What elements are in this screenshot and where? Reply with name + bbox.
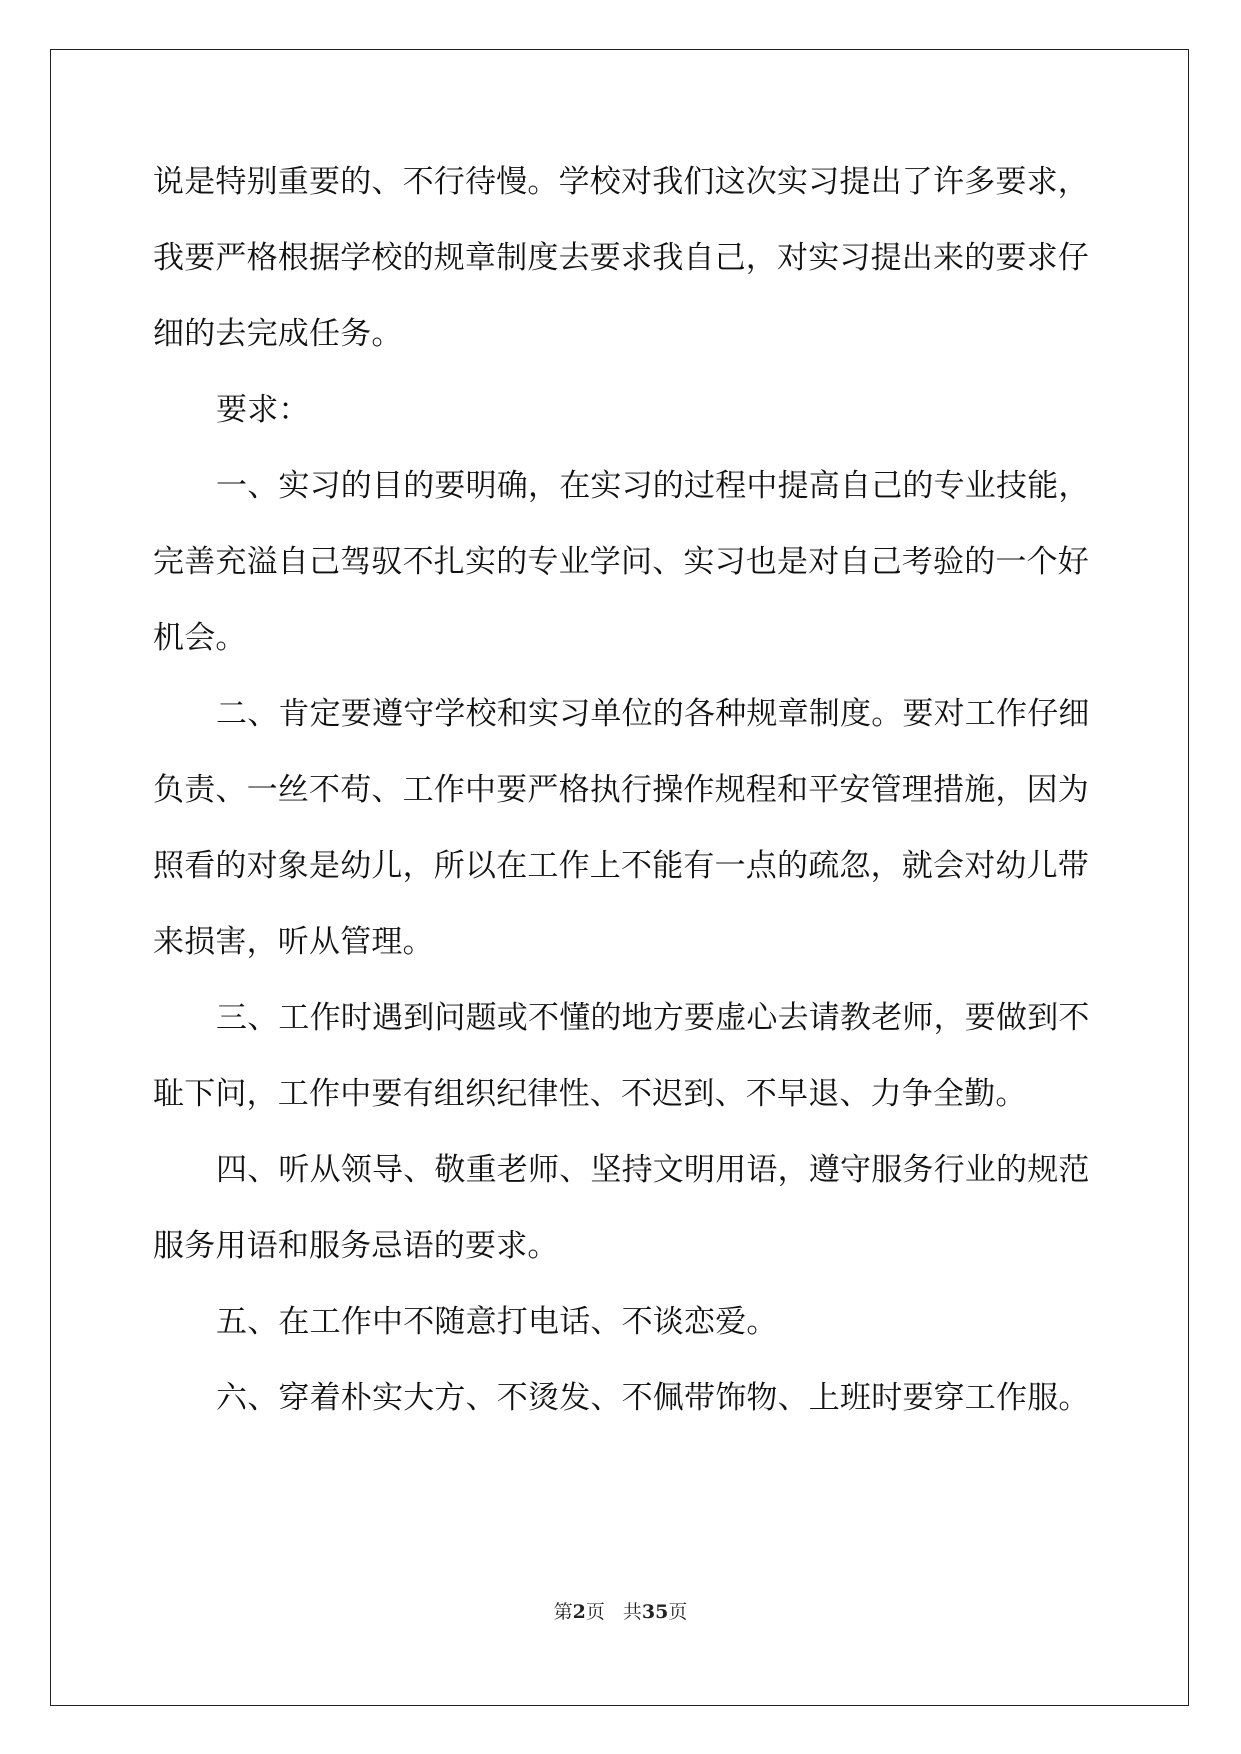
section-heading: 要求： [216, 392, 310, 428]
text-line: 负责、一丝不苟、工作中要严格执行操作规程和平安管理措施，因为 [153, 772, 1089, 808]
text-line: 五、在工作中不随意打电话、不谈恋爱。 [216, 1304, 778, 1340]
text-line: 细的去完成任务。 [153, 316, 403, 352]
page-number: 2 [572, 1601, 586, 1623]
text-line: 来损害，听从管理。 [153, 924, 434, 960]
text-line: 耻下问，工作中要有组织纪律性、不迟到、不早退、力争全勤。 [153, 1076, 1027, 1112]
page-total: 35 [641, 1601, 669, 1623]
page-prefix: 第 [553, 1601, 573, 1623]
text-line: 服务用语和服务忌语的要求。 [153, 1228, 559, 1264]
text-line: 四、听从领导、敬重老师、坚持文明用语，遵守服务行业的规范 [216, 1152, 1090, 1188]
text-line: 六、穿着朴实大方、不烫发、不佩带饰物、上班时要穿工作服。 [216, 1380, 1090, 1416]
text-line: 二、肯定要遵守学校和实习单位的各种规章制度。要对工作仔细 [216, 696, 1090, 732]
total-prefix: 共 [622, 1601, 642, 1623]
text-line: 完善充溢自己驾驭不扎实的专业学问、实习也是对自己考验的一个好 [153, 544, 1089, 580]
text-line: 照看的对象是幼儿，所以在工作上不能有一点的疏忽，就会对幼儿带 [153, 848, 1089, 884]
text-line: 机会。 [153, 620, 247, 656]
text-line: 一、实习的目的要明确，在实习的过程中提高自己的专业技能， [216, 468, 1090, 504]
text-line: 三、工作时遇到问题或不懂的地方要虚心去请教老师，要做到不 [216, 1000, 1090, 1036]
text-line: 说是特别重要的、不行待慢。学校对我们这次实习提出了许多要求， [153, 164, 1089, 200]
page-footer [0, 1597, 1241, 1624]
page-unit: 页 [585, 1601, 605, 1623]
total-unit: 页 [668, 1601, 688, 1623]
text-line: 我要严格根据学校的规章制度去要求我自己，对实习提出来的要求仔 [153, 240, 1089, 276]
